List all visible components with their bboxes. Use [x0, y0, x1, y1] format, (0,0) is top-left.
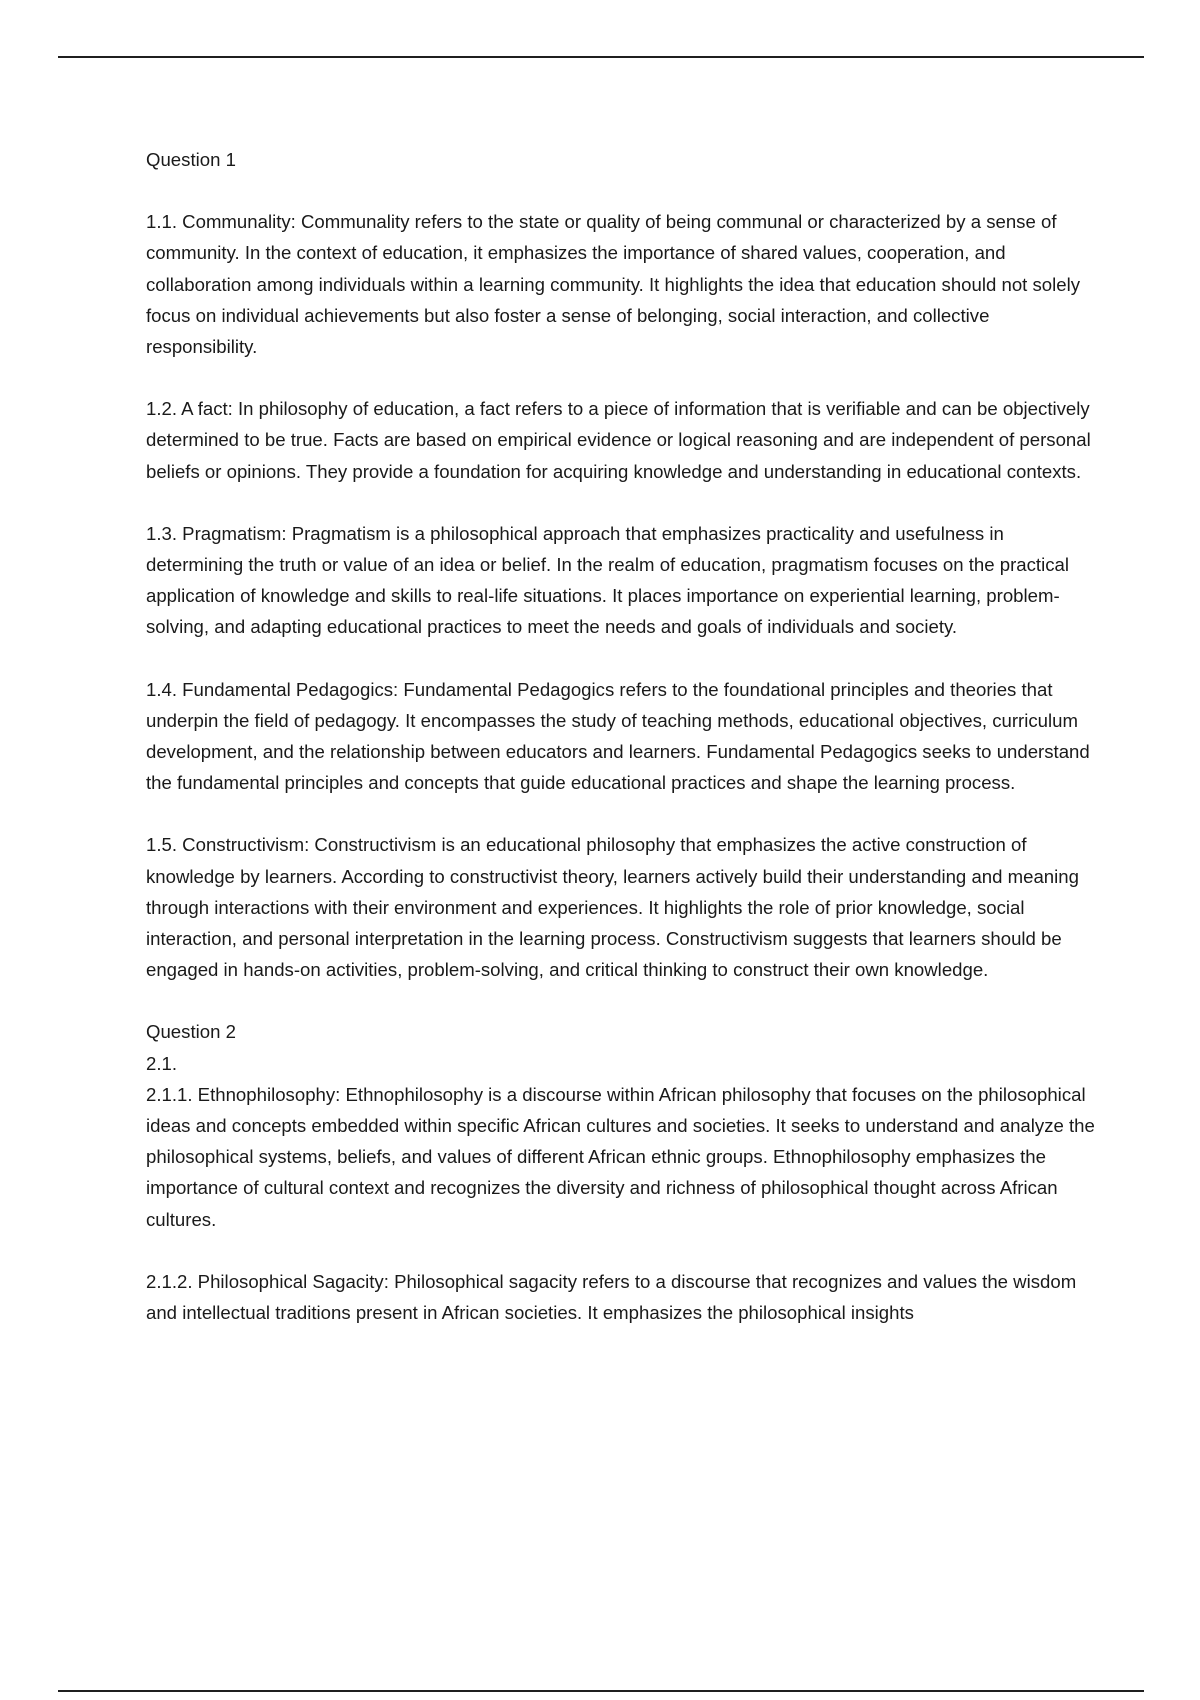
definition-2-1-1: 2.1.1. Ethnophilosophy: Ethnophilosophy is a discourse within African philosophy that focuses on the philosophical ideas and concepts embedded within specific African cultures and societies. It seeks to understand and analyze the philosophical systems, beliefs, and values of different African ethnic groups. Ethnophilosophy emphasizes the importance of cultural context and recognizes the diversity and richness of philosophical thought across African cultures. [146, 1083, 1095, 1230]
spacer [146, 1235, 1096, 1266]
spacer [146, 798, 1096, 829]
spacer [146, 487, 1096, 518]
bottom-rule [58, 1690, 1144, 1692]
document-body [146, 144, 1096, 1328]
top-rule [58, 56, 1144, 58]
question-1-heading: Question 1 [146, 149, 236, 170]
definition-1-4: 1.4. Fundamental Pedagogics: Fundamental Pedagogics refers to the foundational principles and theories that underpin the field of pedagogy. It encompasses the study of teaching methods, educational objectives, curriculum development, and the relationship between educators and learners. Fundamental Pedagogics seeks to understand the fundamental principles and concepts that guide educational practices and shape the learning process. [146, 678, 1090, 794]
definition-1-5: 1.5. Constructivism: Constructivism is an educational philosophy that emphasizes the active construction of knowledge by learners. According to constructivist theory, learners actively build their understanding and meaning through interactions with their environment and experiences. It highlights the role of prior knowledge, social interaction, and personal interpretation in the learning process. Constructivism suggests that learners should be engaged in hands-on activities, problem-solving, and critical thinking to construct their own knowledge. [146, 834, 1079, 981]
question-2-subheading: 2.1. [146, 1052, 178, 1074]
definition-1-3: 1.3. Pragmatism: Pragmatism is a philosophical approach that emphasizes practicality and usefulness in determining the truth or value of an idea or belief. In the realm of education, pragmatism focuses on the practical application of knowledge and skills to real-life situations. It places importance on experiential learning, problem-solving, and adapting educational practices to meet the needs and goals of individuals and society. [146, 522, 1069, 638]
definition-1-2: 1.2. A fact: In philosophy of education, a fact refers to a piece of information that is verifiable and can be objectively determined to be true. Facts are based on empirical evidence or logical reasoning and are independent of personal beliefs or opinions. They provide a foundation for acquiring knowledge and understanding in educational contexts. [146, 398, 1091, 482]
spacer [146, 643, 1096, 674]
question-2-heading: Question 2 [146, 1021, 236, 1043]
spacer [146, 362, 1096, 393]
definition-1-1: 1.1. Communality: Communality refers to the state or quality of being communal or characterized by a sense of community. In the context of education, it emphasizes the importance of shared values, cooperation, and collaboration among individuals within a learning community. It highlights the idea that education should not solely focus on individual achievements but also foster a sense of belonging, social interaction, and collective responsibility. [146, 211, 1081, 358]
spacer [146, 985, 1096, 1016]
definition-2-1-2: 2.1.2. Philosophical Sagacity: Philosophical sagacity refers to a discourse that recognizes and values the wisdom and intellectual traditions present in African societies. It emphasizes the philosophical insights [146, 1270, 1077, 1324]
spacer [146, 175, 1096, 206]
